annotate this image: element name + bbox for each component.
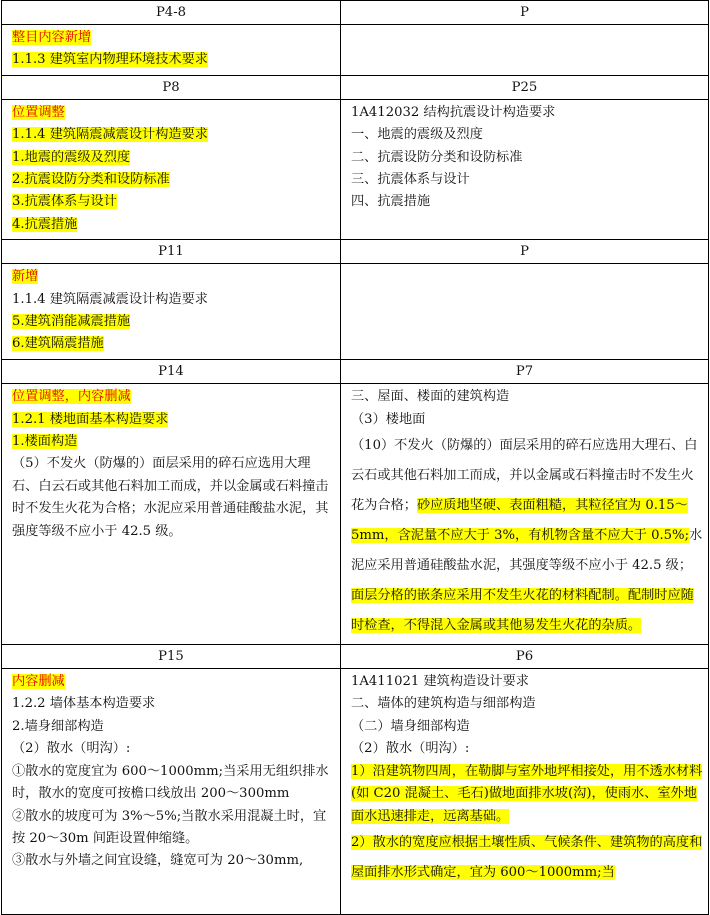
- paragraph-text: 水泥应采用普通硅酸盐水泥，其强度等级不应小于 42.5 级；: [351, 528, 703, 574]
- list-item: ②散水的坡度可为 3%～5%;当散水采用混凝土时，宜按 20～30m 间距设置伸缩缝。: [12, 808, 327, 846]
- list-item: ③散水与外墙之间宜设缝，缝宽可为 20～30mm,: [12, 853, 304, 869]
- page-ref-row: [2, 360, 709, 384]
- section-title: 1A412032 结构抗震设计构造要求: [351, 104, 556, 120]
- section-title: 三、屋面、楼面的建筑构造: [351, 389, 510, 405]
- list-item: 四、抗震措施: [351, 194, 431, 210]
- list-item: 6.建筑隔震措施: [12, 336, 104, 352]
- left-content-cell: [2, 264, 341, 360]
- content-row: [2, 25, 709, 76]
- right-content-cell: [341, 669, 709, 915]
- left-page-ref: P4-8: [2, 1, 341, 25]
- right-page-ref: P6: [341, 645, 709, 669]
- highlighted-text: 面层分格的嵌条应采用不发生火花的材料配制。配制时应随时检查，不得混入金属或其他易发生火花的杂质。: [351, 588, 694, 634]
- change-note: 位置调整，内容删减: [12, 389, 131, 405]
- page-ref-row: [2, 240, 709, 264]
- section-title: 1.1.3 建筑室内物理环境技术要求: [12, 52, 208, 68]
- subsection-title: 2.墙身细部构造: [12, 718, 104, 734]
- subsection-title: 1.楼面构造: [12, 434, 78, 450]
- page-ref-row: [2, 1, 709, 25]
- list-item: ①散水的宽度宜为 600～1000mm;当采用无组织排水时，散水的宽度可按檐口线放出 200～300mm: [12, 763, 329, 802]
- paragraph: [351, 828, 703, 888]
- comparison-table: [1, 0, 709, 915]
- right-content-cell: [341, 264, 709, 360]
- subsection-title: （2）散水（明沟）:: [351, 741, 470, 757]
- subsection-title: （3）楼地面: [351, 411, 426, 427]
- highlighted-text: 砂应质地坚硬、表面粗糙，其粒径宜为 0.15～5mm，含泥量不应大于 3%，有机物含量不应大于 0.5%;: [351, 498, 690, 544]
- right-page-ref: P25: [341, 75, 709, 99]
- section-title: 1.2.2 墙体基本构造要求: [12, 696, 156, 712]
- change-note: 位置调整: [12, 104, 65, 120]
- right-content-cell: [341, 99, 709, 239]
- change-note: 新增: [12, 269, 39, 285]
- left-page-ref: P14: [2, 360, 341, 384]
- highlighted-text: 1）沿建筑物四周，在勒脚与室外地坪相接处，用不透水材料(如 C20 混凝土、毛石)做地面排水坡(沟)，使雨水、室外地面水迅速排走，远离基础。: [351, 763, 703, 824]
- list-item: 一、地震的震级及烈度: [351, 127, 483, 143]
- content-row: [2, 384, 709, 645]
- right-page-ref: P: [341, 1, 709, 25]
- highlighted-text: 宜为 600～1000mm;当: [469, 864, 615, 880]
- section-title: 1.1.4 建筑隔震减震设计构造要求: [12, 127, 208, 143]
- paragraph: （5）不发火（防爆的）面层采用的碎石应选用大理石、白云石或其他石料加工而成，并以金属或石料撞击时不发生火花为合格；水泥应采用普通硅酸盐水泥，其强度等级不应小于 42.5 级。: [12, 456, 329, 539]
- list-item: 三、抗震体系与设计: [351, 172, 470, 188]
- section-title: 1.1.4 建筑隔震减震设计构造要求: [12, 291, 208, 307]
- left-content-cell: [2, 99, 341, 239]
- left-content-cell: [2, 25, 341, 76]
- left-page-ref: P8: [2, 75, 341, 99]
- content-row: [2, 264, 709, 360]
- page-ref-row: [2, 75, 709, 99]
- content-row: [2, 669, 709, 915]
- right-page-ref: P7: [341, 360, 709, 384]
- list-item: 5.建筑消能减震措施: [12, 314, 131, 330]
- paragraph-text: （10）不发火（防爆的）面层采用的碎石应选用大理石、白云石或其他石料加工而成，并以金属或石料撞击时不发生火花为合格；: [351, 438, 698, 514]
- page-ref-row: [2, 645, 709, 669]
- paragraph: [351, 431, 703, 641]
- highlighted-text: 2）散水的宽度: [351, 834, 439, 850]
- left-content-cell: [2, 384, 341, 645]
- highlighted-text: 应根据土壤性质、气候条件、建筑物的高度和屋面排水形式确定，: [351, 834, 703, 880]
- subsection-title: （2）散水（明沟）:: [12, 741, 131, 757]
- list-item: 4.抗震措施: [12, 216, 78, 232]
- content-row: [2, 99, 709, 239]
- list-item: 二、抗震设防分类和设防标准: [351, 149, 523, 165]
- change-note: 内容删减: [12, 674, 65, 690]
- list-item: 2.抗震设防分类和设防标准: [12, 172, 170, 188]
- left-page-ref: P11: [2, 240, 341, 264]
- section-title: 1.2.1 楼地面基本构造要求: [12, 411, 169, 427]
- left-page-ref: P15: [2, 645, 341, 669]
- right-content-cell: [341, 25, 709, 76]
- change-note: 整目内容新增: [12, 30, 92, 45]
- section-title: 1A411021 建筑构造设计要求: [351, 674, 529, 690]
- left-content-cell: [2, 669, 341, 915]
- list-item: 1.地震的震级及烈度: [12, 149, 131, 165]
- subsection-title: 二、墙体的建筑构造与细部构造: [351, 696, 536, 712]
- right-content-cell: [341, 384, 709, 645]
- list-item: 3.抗震体系与设计: [12, 194, 117, 210]
- subsection-title: （二）墙身细部构造: [351, 718, 470, 734]
- right-page-ref: P: [341, 240, 709, 264]
